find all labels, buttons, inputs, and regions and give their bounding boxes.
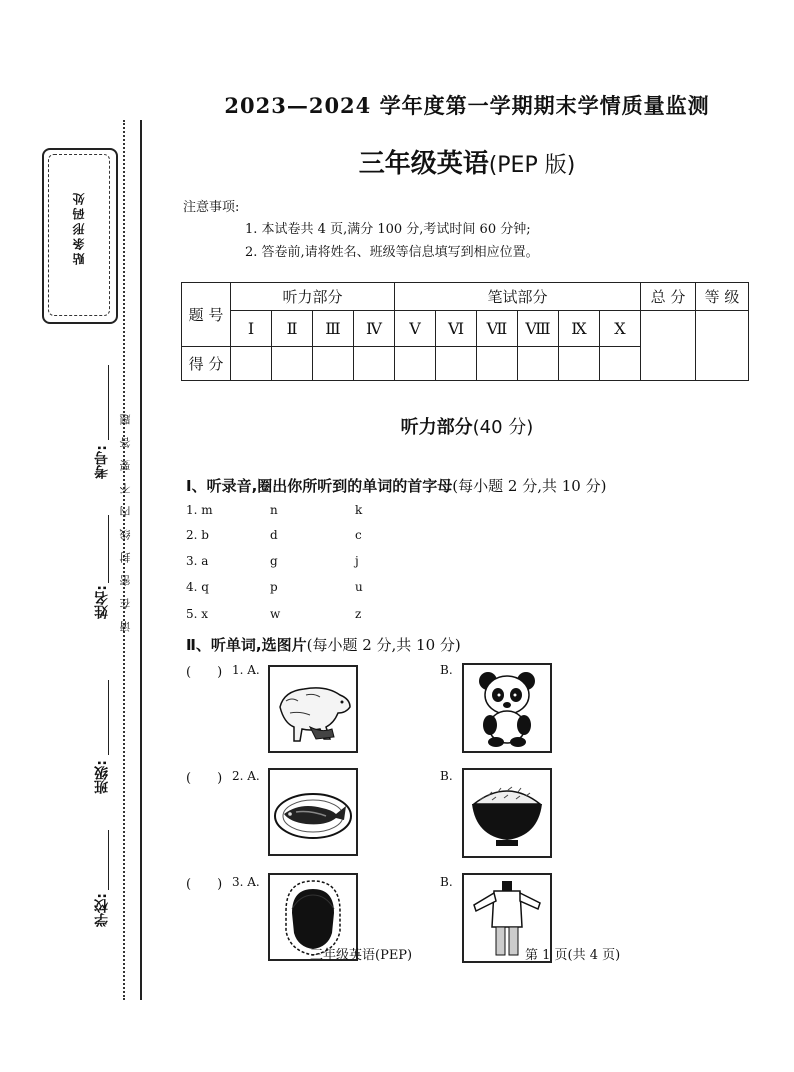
q1-row-3-a[interactable]: 3. a: [186, 554, 209, 568]
q1-row-3-b[interactable]: g: [270, 554, 278, 568]
col-3: Ⅲ: [313, 311, 354, 347]
q1-row-1-a[interactable]: 1. m: [186, 503, 213, 517]
q1-row-2-c[interactable]: c: [355, 528, 362, 542]
grade-cell[interactable]: [696, 311, 749, 381]
subtitle-main: 三年级英语: [358, 149, 489, 179]
school-blank[interactable]: [108, 830, 109, 890]
q1-row-4-a[interactable]: 4. q: [186, 580, 209, 594]
q2-b-label-2: B.: [440, 769, 453, 783]
q1-row-2-b[interactable]: d: [270, 528, 278, 542]
polar-bear-image[interactable]: [268, 665, 358, 753]
q1-row-1-c[interactable]: k: [355, 503, 363, 517]
writing-header: 笔试部分: [395, 283, 641, 311]
barcode-sticker-label: 贴条形码处: [72, 190, 86, 265]
score-cell[interactable]: [518, 347, 559, 381]
exam-number-label: 考号:: [94, 445, 110, 479]
q1-row-4-c[interactable]: u: [355, 580, 363, 594]
subtitle-edition: (PEP 版): [488, 153, 576, 178]
score-row-label: 得 分: [182, 347, 231, 381]
q2-note: (每小题 2 分,共 10 分): [306, 636, 461, 654]
part-points: (40 分): [472, 417, 534, 438]
q1-row-1-b[interactable]: n: [270, 503, 278, 517]
notice-item: 2. 答卷前,请将姓名、班级等信息填写到相应位置。: [245, 245, 539, 260]
seal-warning: 请在密封线内不要答题: [119, 402, 132, 632]
score-cell[interactable]: [272, 347, 313, 381]
q1-row-5-a[interactable]: 5. x: [186, 607, 209, 621]
name-label: 姓名:: [94, 585, 110, 619]
class-blank[interactable]: [108, 680, 109, 755]
seal-solid-line: [140, 120, 142, 1000]
score-cell[interactable]: [436, 347, 477, 381]
col-8: Ⅷ: [518, 311, 559, 347]
q1-row-3-c[interactable]: j: [355, 554, 359, 568]
col-4: Ⅳ: [354, 311, 395, 347]
score-cell[interactable]: [313, 347, 354, 381]
q2-item-label-1: 1. A.: [232, 663, 260, 677]
fish-on-plate-image[interactable]: [268, 768, 358, 856]
q1-title-text: Ⅰ、听录音,圈出你所听到的单词的首字母: [186, 477, 453, 495]
q1-row-2-a[interactable]: 2. b: [186, 528, 209, 542]
q1-title: [186, 475, 606, 496]
name-blank[interactable]: [108, 515, 109, 583]
total-header: 总 分: [641, 283, 696, 311]
class-label: 班级:: [94, 760, 110, 794]
q2-answer-blank-3[interactable]: ( ): [186, 877, 223, 892]
score-cell[interactable]: [354, 347, 395, 381]
col-1: Ⅰ: [231, 311, 272, 347]
score-table: [181, 282, 749, 381]
footer-page-number: 第 1 页(共 4 页): [525, 948, 621, 963]
col-9: Ⅸ: [559, 311, 600, 347]
q2-title-text: Ⅱ、听单词,选图片: [186, 636, 307, 654]
part-title-text: 听力部分: [400, 417, 473, 438]
q1-row-5-c[interactable]: z: [355, 607, 362, 621]
rice-bowl-image[interactable]: [462, 768, 552, 858]
q1-row-5-b[interactable]: w: [270, 607, 281, 621]
score-cell[interactable]: [559, 347, 600, 381]
col-5: Ⅴ: [395, 311, 436, 347]
total-score-cell[interactable]: [641, 311, 696, 381]
q1-row-4-b[interactable]: p: [270, 580, 278, 594]
q2-b-label-3: B.: [440, 875, 453, 889]
grade-header: 等 级: [696, 283, 749, 311]
school-label: 学校:: [94, 893, 110, 927]
score-cell[interactable]: [395, 347, 436, 381]
listening-header: 听力部分: [231, 283, 395, 311]
col-10: Ⅹ: [600, 311, 641, 347]
part-title: [0, 413, 794, 439]
q2-title: [186, 634, 461, 655]
score-cell[interactable]: [477, 347, 518, 381]
q2-item-label-3: 3. A.: [232, 875, 260, 889]
col-2: Ⅱ: [272, 311, 313, 347]
q2-b-label-1: B.: [440, 663, 453, 677]
q2-answer-blank-2[interactable]: ( ): [186, 771, 223, 786]
score-cell[interactable]: [231, 347, 272, 381]
row-header: 题 号: [182, 283, 231, 347]
q1-note: (每小题 2 分,共 10 分): [452, 477, 607, 495]
col-7: Ⅶ: [477, 311, 518, 347]
notice-item: 1. 本试卷共 4 页,满分 100 分,考试时间 60 分钟;: [245, 222, 531, 237]
score-cell[interactable]: [600, 347, 641, 381]
footer-subject: 三年级英语(PEP): [310, 948, 413, 963]
exam-subtitle: [0, 143, 794, 180]
q2-item-label-2: 2. A.: [232, 769, 260, 783]
q2-answer-blank-1[interactable]: ( ): [186, 665, 223, 680]
notice-title: 注意事项:: [183, 200, 240, 215]
panda-image[interactable]: [462, 663, 552, 753]
col-6: Ⅵ: [436, 311, 477, 347]
exam-title: 2023—2024 学年度第一学期期末学情质量监测: [224, 93, 710, 118]
